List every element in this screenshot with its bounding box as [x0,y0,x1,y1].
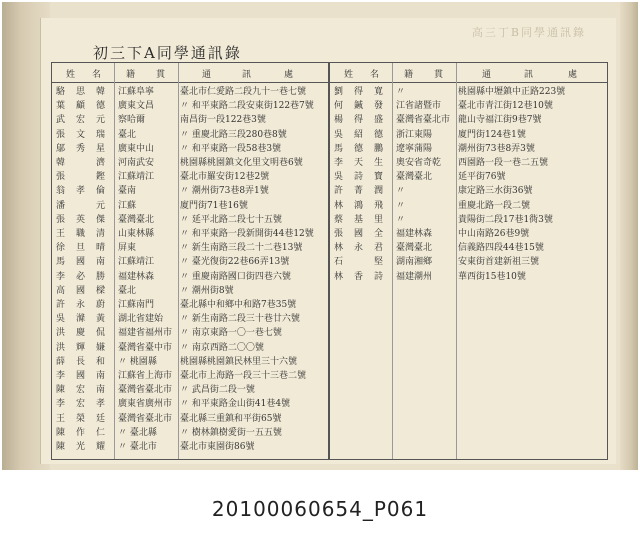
given-name-cell-2: 鵬 [374,143,384,154]
col-header-surname-right: 姓 [344,70,354,80]
given-name-cell-2: 和 [96,356,106,367]
native-place-cell: 福建潮州 [396,271,433,282]
surname-cell: 王 [56,413,66,424]
center-divider [328,63,330,459]
surname-cell: 吳 [334,129,344,140]
address-cell: 華西街15巷10號 [458,271,526,282]
given-name-cell-2: 仁 [96,427,106,438]
column-rule [114,63,115,459]
native-place-cell: 江蘇靖江 [118,172,155,183]
surname-cell: 武 [56,115,66,126]
given-name-cell-1: 國 [354,229,364,239]
address-cell: 潮州街73巷8弄3號 [458,143,535,154]
surname-cell: 吳 [56,314,66,325]
page-title: 初三下A同學通訊錄 [93,44,242,62]
native-place-cell: 湖南湘鄉 [396,257,433,268]
surname-cell: 洪 [56,342,66,353]
given-name-cell-2: 韓 [96,87,106,97]
address-cell: 〃 新生南路三段二十二巷13號 [180,243,303,254]
address-cell: 臺北市上海路一段三十三巷二號 [180,371,307,381]
native-place-cell: 廣東文昌 [118,101,155,112]
native-place-cell: 河南武安 [118,158,155,168]
given-name-cell-2: 德 [96,101,106,112]
given-name-cell-2: 元 [96,115,106,126]
given-name-cell-1: 得 [354,115,364,126]
address-cell: 〃 重慶北路三段280巷8號 [180,129,287,140]
surname-cell: 林 [334,271,344,282]
surname-cell: 吳 [334,172,344,183]
address-cell: 〃 潮州街73巷8弄1號 [180,186,269,197]
given-name-cell-2: 瑞 [96,129,106,140]
native-place-cell: 廣東省廣州市 [118,399,173,410]
address-cell: 臺北市仁愛路二段九十一巷七號 [180,87,307,97]
column-rule [178,63,179,459]
native-place-cell: 福建林森 [118,271,155,282]
given-name-cell-2: 晴 [96,243,106,254]
given-name-cell-2: 生 [374,158,384,168]
surname-cell: 王 [56,229,66,239]
surname-cell: 駱 [56,87,66,97]
native-place-cell: 廣東中山 [118,143,155,154]
address-cell: 桃園縣中壢鎮中正路223號 [458,87,566,97]
given-name-cell-2: 倫 [96,186,106,197]
col-header-address-2: 訊 [242,70,252,80]
given-name-cell-1: 作 [76,427,86,438]
surname-cell: 石 [334,257,344,268]
native-place-cell: 〃 [396,87,406,97]
address-cell: 〃 重慶南路國口街四巷六號 [180,271,291,282]
native-place-cell: 山東林縣 [118,229,155,239]
address-cell: 〃 樹林鎮樹愛街一五五號 [180,427,282,438]
given-name-cell-1: 光 [76,442,86,452]
given-name-cell-1: 榮 [76,413,86,424]
address-cell: 〃 南京東路一〇一巷七號 [180,328,282,339]
column-rule [392,63,393,459]
surname-cell: 張 [56,214,66,225]
native-place-cell: 臺灣臺北 [118,214,155,225]
address-cell: 〃 武昌街二段一號 [180,385,255,396]
address-cell: 廈門街124巷1號 [458,129,526,140]
native-place-cell: 江省諸暨市 [396,101,442,112]
native-place-cell: 〃 [396,186,406,197]
given-name-cell-1: 旦 [76,243,86,254]
col-header-address-right-1: 通 [482,70,492,80]
native-place-cell: 浙江東陽 [396,129,433,140]
given-name-cell-1: 鍼 [354,101,364,112]
address-cell: 〃 潮州街8號 [180,285,234,296]
directory-table [51,62,608,460]
surname-cell: 馬 [334,143,344,154]
given-name-cell-1: 得 [354,87,364,97]
given-name-cell-1: 基 [354,214,364,225]
native-place-cell: 臺灣省臺北市 [396,115,451,126]
surname-cell: 韓 [56,158,66,168]
address-cell: 〃 和平東路一段58巷3號 [180,143,282,154]
given-name-cell-2: 侃 [96,328,106,339]
surname-cell: 楊 [334,115,344,126]
native-place-cell: 福建林森 [396,229,433,239]
given-name-cell-2: 勝 [96,271,106,282]
surname-cell: 陳 [56,427,66,438]
surname-cell: 蔡 [334,214,344,225]
column-rule [456,63,457,459]
given-name-cell-1: 文 [76,129,86,140]
surname-cell: 洪 [56,328,66,339]
native-place-cell: 臺灣臺北 [396,172,433,183]
native-place-cell: 奧安省奇乾 [396,158,442,168]
native-place-cell: 臺灣省臺北市 [118,385,173,396]
address-cell: 西園路一段一巷二五號 [458,158,549,168]
col-header-address-right-3: 處 [568,70,578,80]
given-name-cell-2: 清 [96,229,106,239]
native-place-cell: 〃 [396,200,406,211]
address-cell: 臺北市青江街12巷10號 [458,101,553,112]
address-cell: 廈門街71巷16號 [180,200,248,211]
col-header-native-1: 籍 [126,70,136,80]
given-name-cell-2: 全 [374,229,384,239]
surname-cell: 翁 [56,186,66,197]
native-place-cell: 臺灣省臺北市 [118,413,173,424]
surname-cell: 林 [334,200,344,211]
book-page [40,18,616,464]
given-name-cell-2: 德 [374,129,384,140]
address-cell: 〃 臺光復街22巷66弄13號 [180,257,290,268]
given-name-cell-2: 發 [374,101,384,112]
given-name-cell-2: 寬 [374,87,384,97]
surname-cell: 何 [334,101,344,112]
given-name-cell-2: 黃 [96,314,106,325]
address-cell: 延平街76號 [458,172,506,183]
surname-cell: 林 [334,243,344,254]
given-name-cell-2: 嫌 [96,342,106,353]
surname-cell: 李 [334,158,344,168]
address-cell: 〃 新生南路二段三十巷廿六號 [180,314,300,325]
surname-cell: 葉 [56,101,66,112]
address-cell: 桃園縣桃園鎮民林里三十六號 [180,356,298,367]
surname-cell: 薛 [56,356,66,367]
native-place-cell: 〃 桃園縣 [118,356,157,367]
given-name-cell-1: 永 [76,300,86,310]
given-name-cell-1: 長 [76,356,86,367]
surname-cell: 李 [56,371,66,381]
address-cell: 〃 南京西路二〇〇號 [180,342,264,353]
given-name-cell-2: 南 [96,385,106,396]
given-name-cell-1: 國 [76,257,86,268]
native-place-cell: 江蘇 [118,200,137,211]
native-place-cell: 江蘇靖江 [118,257,155,268]
native-place-cell: 臺灣省臺中市 [118,342,173,353]
given-name-cell-1: 秀 [76,143,86,154]
native-place-cell: 遼寧蒲陽 [396,143,433,154]
given-name-cell-2: 南 [96,257,106,268]
surname-cell: 劉 [334,87,344,97]
address-cell: 信義路四段44巷15號 [458,243,544,254]
given-name-cell-1: 宏 [76,115,86,126]
given-name-cell-1: 菁 [354,186,364,197]
surname-cell: 徐 [56,243,66,254]
given-name-cell-2: 鏗 [96,172,106,183]
col-header-name: 名 [92,70,102,80]
given-name-cell-2: 孝 [96,399,106,410]
given-name-cell-2: 盛 [374,115,384,126]
surname-cell: 鄔 [56,143,66,154]
address-cell: 龍山寺福江街9巷7號 [458,115,542,126]
given-name-cell-2: 堅 [374,257,384,268]
surname-cell: 李 [56,271,66,282]
native-place-cell: 湖北省建始 [118,314,164,325]
surname-cell: 陳 [56,442,66,452]
address-cell: 貴陽街二段17巷1衖3號 [458,214,553,225]
col-header-native-right-1: 籍 [404,70,414,80]
given-name-cell-1: 思 [76,87,86,97]
surname-cell: 高 [56,285,66,296]
header-rule [52,82,607,83]
surname-cell: 馬 [56,257,66,268]
given-name-cell-1: 輝 [76,342,86,353]
given-name-cell-2: 南 [96,371,106,381]
given-name-cell-2: 廷 [96,413,106,424]
col-header-native-2: 貫 [156,70,166,80]
address-cell: 〃 和平東路二段安東街122巷7號 [180,101,314,112]
surname-cell: 許 [56,300,66,310]
address-cell: 〃 和平東路一段新開街44巷12號 [180,229,314,239]
given-name-cell-2: 星 [96,143,106,154]
native-place-cell: 臺北 [118,129,137,140]
address-cell: 臺北縣三重鎮和平街65號 [180,413,282,424]
given-name-cell-1: 慶 [76,328,86,339]
surname-cell: 潘 [56,200,66,211]
given-name-cell-1: 國 [76,371,86,381]
address-cell: 桃園縣桃園鎮文化里文明巷6號 [180,158,303,168]
given-name-cell-2: 蔚 [96,300,106,310]
col-header-native-right-2: 貫 [434,70,444,80]
surname-cell: 陳 [56,385,66,396]
native-place-cell: 臺南 [118,186,137,197]
col-header-address-1: 通 [202,70,212,80]
address-cell: 臺北縣中和鄉中和路7巷35號 [180,300,297,310]
address-cell: 南昌街一段122巷3號 [180,115,266,126]
given-name-cell-2: 里 [374,214,384,225]
surname-cell: 許 [334,186,344,197]
surname-cell: 張 [56,172,66,183]
address-cell: 臺北市東園街86號 [180,442,255,452]
given-name-cell-1: 英 [76,214,86,225]
given-name-cell-1: 宏 [76,399,86,410]
given-name-cell-2: 寶 [374,172,384,183]
given-name-cell-1: 鴻 [354,200,364,211]
native-place-cell: 〃 臺北縣 [118,427,157,438]
given-name-cell-2: 傑 [96,214,106,225]
given-name-cell-2: 樑 [96,285,106,296]
native-place-cell: 江蘇阜寧 [118,87,155,97]
col-header-name-right: 名 [370,70,380,80]
address-cell: 安東街首建新祖三號 [458,257,540,268]
given-name-cell-2: 君 [374,243,384,254]
native-place-cell: 臺北 [118,285,137,296]
given-name-cell-2: 耀 [96,442,106,452]
native-place-cell: 福建省福州市 [118,328,173,339]
given-name-cell-1: 紹 [354,129,364,140]
given-name-cell-1: 德 [354,143,364,154]
col-header-address-right-2: 訊 [524,70,534,80]
native-place-cell: 〃 臺北市 [118,442,157,452]
given-name-cell-1: 顧 [76,101,86,112]
address-cell: 中山南路26巷9號 [458,229,530,239]
given-name-cell-1: 詩 [354,172,364,183]
archive-id-caption: 20100060654_P061 [211,497,429,521]
given-name-cell-2: 濟 [96,158,106,168]
surname-cell: 張 [334,229,344,239]
given-name-cell-1: 必 [76,271,86,282]
given-name-cell-2: 潤 [374,186,384,197]
address-cell: 〃 和平東路金山街41巷4號 [180,399,291,410]
native-place-cell: 屏東 [118,243,137,254]
given-name-cell-1: 永 [354,243,364,254]
given-name-cell-1: 滌 [76,314,86,325]
given-name-cell-1: 國 [76,285,86,296]
native-place-cell: 江蘇省上海市 [118,371,173,381]
address-cell: 康定路三水街36號 [458,186,533,197]
col-header-address-3: 處 [284,70,294,80]
bleed-through-text: 高三丁B同學通訊錄 [471,26,586,39]
given-name-cell-1: 宏 [76,385,86,396]
given-name-cell-1: 孝 [76,186,86,197]
surname-cell: 張 [56,129,66,140]
given-name-cell-2: 詩 [374,271,384,282]
address-cell: 〃 延平北路二段七十五號 [180,214,282,225]
address-cell: 重慶北路一段二號 [458,200,531,211]
surname-cell: 李 [56,399,66,410]
native-place-cell: 察哈爾 [118,115,146,126]
given-name-cell-1: 香 [354,271,364,282]
address-cell: 臺北市羅安街12巷2號 [180,172,270,183]
given-name-cell-2: 飛 [374,200,384,211]
native-place-cell: 〃 [396,214,406,225]
given-name-cell-2: 元 [96,200,106,211]
col-header-surname: 姓 [66,70,76,80]
scanned-book-spread [2,2,638,470]
given-name-cell-1: 職 [76,229,86,239]
given-name-cell-1: 天 [354,158,364,168]
native-place-cell: 臺灣臺北 [396,243,433,254]
native-place-cell: 江蘇南門 [118,300,155,310]
